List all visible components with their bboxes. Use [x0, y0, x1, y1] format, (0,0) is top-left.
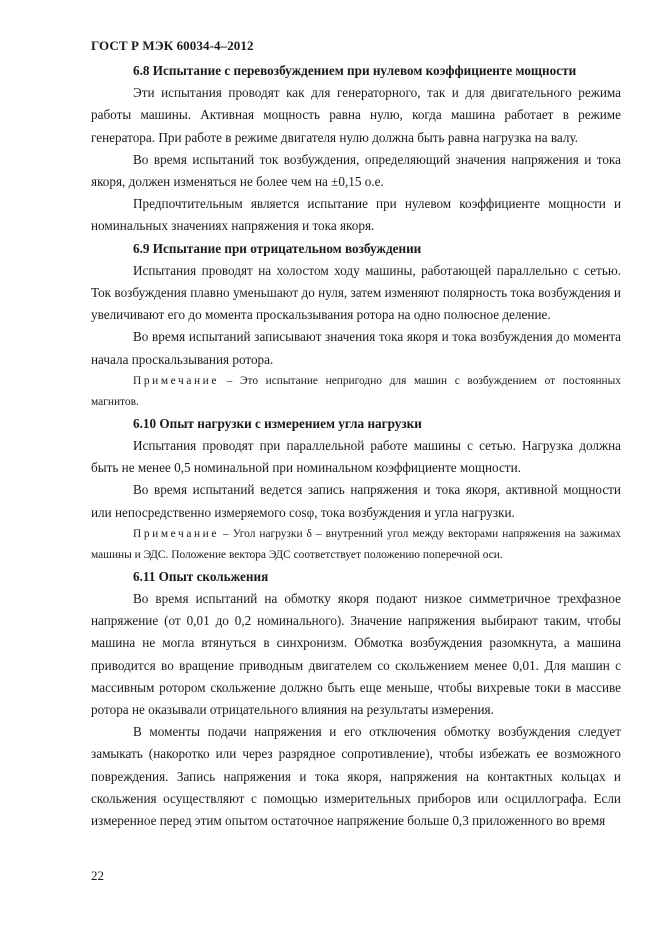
page-number: 22 — [91, 868, 104, 883]
paragraph: Во время испытаний ток возбуждения, определяющий значения напряжения и тока якоря, должен изменяться не более чем на ±0,15 о.е. — [91, 151, 621, 190]
paragraph: Эти испытания проводят как для генераторного, так и для двигательного режима работы машины. Активная мощность равна нулю, когда машина работает в режиме генератора. При работе в режиме двигателя нулю должна быть равна нагрузка на валу. — [91, 85, 621, 145]
note-text: – Это испытание непригодно для машин с возбуждением от постоянных магнитов. — [91, 374, 621, 408]
document-header: ГОСТ Р МЭК 60034-4–2012 — [91, 38, 254, 53]
paragraph: Во время испытаний ведется запись напряжения и тока якоря, активной мощности или непосредственно измеряемого cosφ, тока возбуждения и угла нагрузки. — [91, 482, 621, 520]
paragraph: Испытания проводят при параллельной работе машины с сетью. Нагрузка должна быть не менее 0,5 номинальной при номинальном коэффициенте мощности. — [91, 438, 621, 476]
section-heading-6-8: 6.8 Испытание с перевозбуждением при нулевом коэффициенте мощности — [133, 63, 577, 78]
paragraph: В моменты подачи напряжения и его отключения обмотку возбуждения следует замыкать (накоротко или через разрядное сопротивление), чтобы избежать ее возможного повреждения. Запись напряжения и тока якоря, напряжения на контактных кольцах и скольжения осуществляют с помощью измерительных приборов или осциллографа. Если измеренное перед этим опытом остаточное напряжение больше 0,3 приложенного во время — [91, 724, 621, 829]
note-label: Примечание — [133, 374, 220, 387]
note-label: Примечание — [133, 527, 220, 540]
note — [91, 524, 621, 566]
note — [91, 371, 621, 413]
note-text: – Угол нагрузки δ – внутренний угол между векторами напряжения на зажимах машины и ЭДС. Положение вектора ЭДС соответствует положению поперечной оси. — [91, 527, 621, 561]
paragraph: Испытания проводят на холостом ходу машины, работающей параллельно с сетью. Ток возбуждения плавно уменьшают до нуля, затем изменяют полярность тока возбуждения и увеличивают его до момента проскальзывания ротора на одно полюсное деление. — [91, 262, 621, 323]
document-body — [91, 60, 621, 832]
section-heading-6-11: 6.11 Опыт скольжения — [133, 568, 269, 584]
paragraph: Предпочтительным является испытание при нулевом коэффициенте мощности и номинальных значениях напряжения и тока якоря. — [91, 196, 621, 234]
paragraph: Во время испытаний записывают значения тока якоря и тока возбуждения до момента начала проскальзывания ротора. — [91, 329, 621, 367]
section-heading-6-9: 6.9 Испытание при отрицательном возбуждении — [133, 240, 422, 256]
section-heading-6-10: 6.10 Опыт нагрузки с измерением угла нагрузки — [133, 415, 422, 431]
paragraph: Во время испытаний на обмотку якоря подают низкое симметричное трехфазное напряжение (от 0,01 до 0,2 номинального). Значение напряжения выбирают таким, чтобы машина не могла втянуться в синхронизм. Обмотка возбуждения разомкнута, а машина приводится во вращение приводным двигателем со скольжением менее 0,01. Для машин с массивным ротором скольжение должно быть еще меньше, чтобы вихревые токи в массиве ротора не оказывали отрицательного влияния на результаты измерения. — [91, 591, 621, 718]
